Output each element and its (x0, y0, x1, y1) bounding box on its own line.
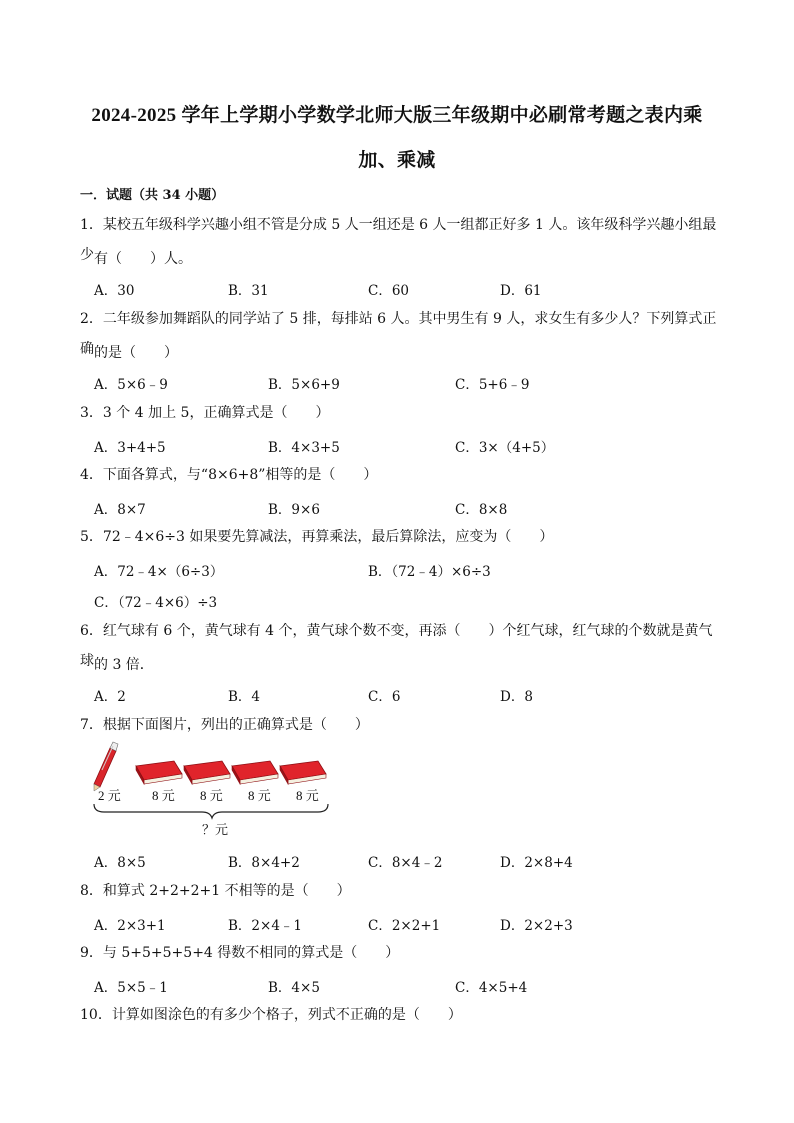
question-text: 下面各算式，与“8×6+8”相等的是（ ） (102, 467, 378, 483)
option-a[interactable]: A．5×5﹣1 (94, 980, 168, 996)
question-text: 二年级参加舞蹈队的同学站了 5 排，每排站 6 人。其中男生有 9 人，求女生有多少人？下列算式正确 (80, 311, 717, 357)
option-b[interactable]: B．31 (228, 283, 269, 299)
question-8 (80, 876, 720, 906)
question-6-line2: 的 3 倍． (94, 657, 154, 673)
option-d[interactable]: D．2×8+4 (500, 855, 573, 871)
option-d[interactable]: D．2×2+3 (500, 918, 573, 934)
question-number: 6． (80, 623, 103, 639)
pen-icon (94, 742, 118, 791)
option-a[interactable]: A．72﹣4×（6÷3） (94, 564, 224, 580)
option-b[interactable]: B．5×6+9 (268, 377, 340, 393)
pen-and-books-figure (90, 740, 350, 840)
total-price-label: ？元 (202, 822, 229, 837)
option-b[interactable]: B．8×4+2 (228, 855, 300, 871)
question-number: 9． (80, 945, 103, 961)
question-3 (80, 398, 720, 428)
option-a[interactable]: A．8×7 (94, 502, 146, 518)
option-b[interactable]: B．2×4﹣1 (228, 918, 302, 934)
question-number: 8． (80, 883, 103, 899)
option-a[interactable]: A．3+4+5 (94, 440, 166, 456)
question-7 (80, 710, 720, 740)
option-c[interactable]: C．（72﹣4×6）÷3 (94, 595, 218, 611)
question-1-line2: 有（ ）人。 (94, 251, 192, 267)
option-c[interactable]: C．6 (368, 689, 401, 705)
question-text: 某校五年级科学兴趣小组不管是分成 5 人一组还是 6 人一组都正好多 1 人。该年级科学兴趣小组最少 (80, 217, 717, 263)
option-a[interactable]: A．8×5 (94, 855, 146, 871)
question-text: 计算如图涂色的有多少个格子，列式不正确的是（ ） (111, 1007, 462, 1023)
question-number: 1． (80, 217, 103, 233)
question-9 (80, 938, 720, 968)
option-b[interactable]: B．4 (228, 689, 261, 705)
book-price-label: 8 元 (248, 788, 271, 803)
option-d[interactable]: D．61 (500, 283, 542, 299)
question-number: 10． (80, 1007, 112, 1023)
option-d[interactable]: D．8 (500, 689, 533, 705)
question-number: 5． (80, 529, 103, 545)
option-c[interactable]: C．4×5+4 (455, 980, 528, 996)
option-c[interactable]: C．60 (368, 283, 410, 299)
option-b[interactable]: B．4×3+5 (268, 440, 340, 456)
question-text: 红气球有 6 个，黄气球有 4 个，黄气球个数不变，再添（ ）个红气球，红气球的个数就是黄气球 (80, 623, 713, 669)
option-c[interactable]: C．3×（4+5） (455, 440, 555, 456)
option-c[interactable]: C．8×8 (455, 502, 508, 518)
question-4 (80, 460, 720, 490)
book-price-label: 8 元 (200, 788, 223, 803)
option-a[interactable]: A．5×6﹣9 (94, 377, 168, 393)
question-2-line2: 的是（ ） (94, 345, 178, 361)
question-5 (80, 522, 720, 552)
question-text: 3 个 4 加上 5，正确算式是（ ） (102, 405, 330, 421)
page-title-line2: 加、乘减 (358, 150, 436, 171)
question-number: 4． (80, 467, 103, 483)
book-price-label: 8 元 (152, 788, 175, 803)
book-icon (232, 761, 278, 784)
page-title-line1: 2024-2025 学年上学期小学数学北师大版三年级期中必刷常考题之表内乘 (91, 105, 703, 126)
question-text: 根据下面图片，列出的正确算式是（ ） (102, 717, 369, 733)
option-a[interactable]: A．30 (94, 283, 135, 299)
option-c[interactable]: C．8×4﹣2 (368, 855, 443, 871)
option-a[interactable]: A．2×3+1 (94, 918, 166, 934)
question-10 (80, 1000, 720, 1030)
option-c[interactable]: C．2×2+1 (368, 918, 441, 934)
option-b[interactable]: B．4×5 (268, 980, 320, 996)
book-price-label: 8 元 (296, 788, 319, 803)
question-number: 7． (80, 717, 103, 733)
question-text: 与 5+5+5+5+4 得数不相同的算式是（ ） (102, 945, 400, 961)
question-text: 72﹣4×6÷3 如果要先算减法，再算乘法，最后算除法，应变为（ ） (102, 529, 554, 545)
section-heading: 一．试题（共 34 小题） (80, 188, 225, 203)
question-text: 和算式 2+2+2+1 不相等的是（ ） (102, 883, 351, 899)
total-brace (94, 804, 328, 818)
option-a[interactable]: A．2 (94, 689, 126, 705)
pen-price-label: 2 元 (98, 788, 121, 803)
question-number: 3． (80, 405, 103, 421)
option-b[interactable]: B．9×6 (268, 502, 320, 518)
book-icon (184, 761, 230, 784)
question-number: 2． (80, 311, 103, 327)
book-icon (136, 761, 182, 784)
option-c[interactable]: C．5+6﹣9 (455, 377, 530, 393)
option-b[interactable]: B．（72﹣4）×6÷3 (368, 564, 491, 580)
book-icon (280, 761, 326, 784)
